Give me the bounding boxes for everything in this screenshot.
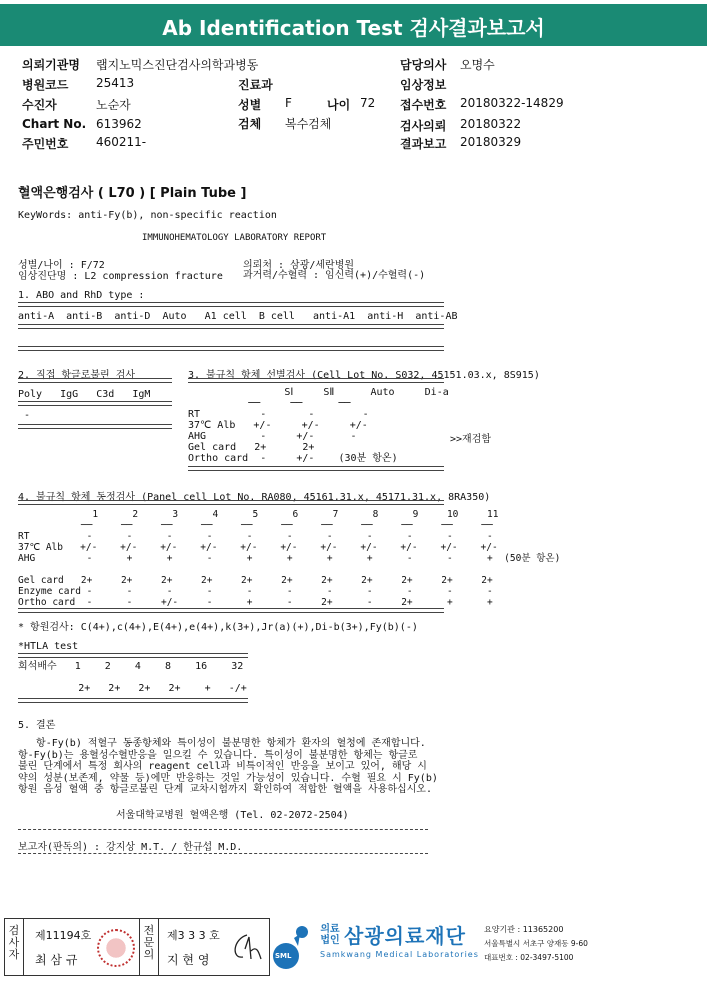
divider [18,378,172,383]
dat-values: - [18,410,31,421]
logo-text: SML [275,952,292,960]
specimen-label: 검체 [238,117,262,131]
dat-columns: Poly IgG C3d IgM [18,389,151,400]
receipt-label: 접수번호 [400,98,447,112]
history: 과거력/수혈력 : 임신력(+)/수혈력(-) [243,270,426,281]
divider [18,346,444,351]
htla-table: 희석배수 1 2 4 8 16 32 2+ 2+ 2+ 2+ + -/+ [18,661,247,694]
hospital-code-label: 병원코드 [22,78,69,92]
sex-value: F [285,96,292,110]
divider [18,829,428,830]
age-value: 72 [360,96,376,110]
keywords: KeyWords: anti-Fy(b), non-specific reaction [18,210,277,221]
divider [158,919,159,975]
divider [188,466,444,471]
report-label: 결과보고 [400,137,447,151]
sex-label: 성별 [238,98,262,112]
divider [188,378,444,383]
request-date: 20180322 [460,117,522,131]
institution-label: 의뢰기관명 [22,58,80,72]
htla-title: *HTLA test [18,641,79,652]
institution-value: 랩지노믹스진단검사의학과병동 [96,58,259,72]
doctor-label: 담당의사 [400,58,447,72]
section4-title: 4. 불규칙 항체 동정검사 (Panel cell Lot No. RA080, 45161.31.x, 45171.31.x, 8RA350) [18,492,491,503]
report-title: Ab Identification Test 검사결과보고서 [0,4,707,46]
divider [18,302,444,307]
divider [18,608,444,613]
reporter: 보고자(판독의) : 강지상 M.T. / 한규섭 M.D. [18,842,243,853]
inspector-license: 제11194호 [35,929,92,942]
panel-table: 1 2 3 4 5 6 7 8 9 10 11 ── ── ── ── ── ── ── ── ── ── ── RT - - - - - - - - - - - 37℃ Alb +/- +/- +/- +/- +/- +/- +/- +/- +/- +/- +/- AHG - + + - + + + + - - + (50분 항온) Gel card 2+ 2+ 2+ 2+ 2+ 2+ 2+ 2+ 2+ 2+ 2+ Enzyme card - - - - - - - - - - - Ortho card - - +/- - + - 2+ - 2+ + + [18,509,561,608]
specialist-name: 지 현 영 [167,953,210,967]
specimen-value: 복수검체 [285,117,332,131]
abo-columns: anti-A anti-B anti-D Auto A1 cell B cell anti-A1 anti-H anti-AB [18,311,458,322]
section3-title: 3. 불규칙 항체 선별검사 (Cell Lot No. S032, 45151.03.x, 8S915) [188,370,540,381]
antigen-results: * 항원검사: C(4+),c(4+),E(4+),e(4+),k(3+),Jr(a)(+),Di-b(3+),Fy(b)(-) [18,622,418,633]
section2-title: 2. 직접 항글로불린 검사 [18,370,136,381]
hospital-code-value: 25413 [96,76,135,90]
specialist-signature [227,929,265,965]
divider [18,424,172,429]
receipt-value: 20180322-14829 [460,96,564,110]
age-label: 나이 [327,98,351,112]
doc-heading: 혈액은행검사 ( L70 ) [ Plain Tube ] [18,186,247,201]
dept-label: 진료과 [238,78,273,92]
org-subtitle: Samkwang Medical Laboratories [320,950,479,959]
lab-title: IMMUNOHEMATOLOGY LABORATORY REPORT [142,233,327,243]
diagnosis: 임상진단명 : L2 compression fracture [18,271,223,282]
inspector-seal [97,929,135,967]
id-value: 460211- [96,135,147,149]
sml-logo-icon [272,924,316,970]
inspector-name: 최 삼 규 [35,953,78,967]
org-address: 서울특별시 서초구 양재동 9-60 [484,939,588,948]
divider [18,500,444,505]
retest-note: >>재검함 [450,434,492,445]
conclusion-text: 항-Fy(b) 적혈구 동종항체와 특이성이 불분명한 항체가 환자의 혈청에 존재합니다. 항-Fy(b)는 용혈성수혈반응을 일으킬 수 있습니다. 특이성이 불분명한 항체는 항글로 불린 단계에서 특정 회사의 reagent cell과 비특이적인 반응을 보이고 있어, 해당 시 약의 성분(보존제, 약물 등)에만 반응하는 것일 가능성이 있습니다. 수혈 필요 시 Fy(b) 항원 음성 혈액 중 항글로불린 단계 교차시험까지 확인하여 적합한 혈액을 사용하십시오. [18,738,438,795]
divider [139,919,140,975]
inspector-label: 검사자 [8,924,20,961]
id-label: 주민번호 [22,137,69,151]
divider [18,698,248,703]
patient-label: 수진자 [22,98,57,112]
specialist-label: 전문의 [143,924,155,961]
sex-age: 성별/나이 : F/72 [18,260,105,271]
signature-box [4,918,270,976]
chart-label: Chart No. [22,117,87,131]
request-label: 검사의뢰 [400,119,447,133]
specialist-license: 제3 3 3 호 [167,929,220,942]
screening-table: SⅠ SⅡ Auto Di-a ── ── ── RT - - - 37℃ Alb +/- +/- +/- AHG - +/- - Gel card 2+ 2+ Ortho card - +/- (30분 항온) [188,387,449,464]
org-prefix: 의료법인 [320,924,340,946]
section1-title: 1. ABO and RhD type : [18,290,145,301]
patient-value: 노순자 [96,98,131,112]
chart-value: 613962 [96,117,142,131]
doctor-value: 오명수 [460,58,495,72]
divider [18,653,248,658]
org-code: 요양기관 : 11365200 [484,925,564,934]
org-phone: 대표번호 : 02-3497-5100 [484,953,574,962]
org-name: 삼광의료재단 [344,924,466,948]
clinical-label: 임상정보 [400,78,447,92]
divider [18,853,428,854]
divider [18,401,172,406]
divider [18,324,444,329]
divider [23,919,24,975]
section5-title: 5. 결론 [18,720,56,731]
report-date: 20180329 [460,135,522,149]
signature-line: 서울대학교병원 혈액은행 (Tel. 02-2072-2504) [116,810,349,821]
referrer: 의뢰처 : 삼광/세란병원 [243,260,355,271]
